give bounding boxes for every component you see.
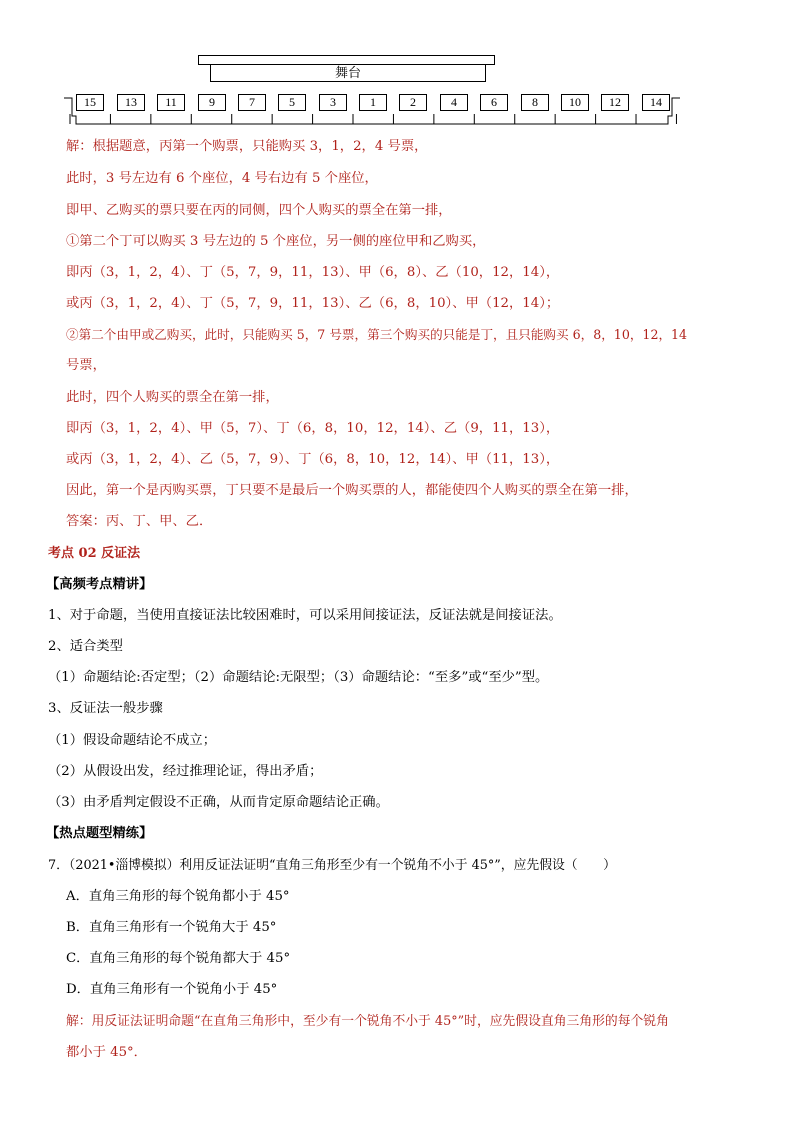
section-point: （3）由矛盾判定假设不正确，从而肯定原命题结论正确。 <box>48 795 389 810</box>
stage-label: 舞台 <box>210 64 486 82</box>
seat-2: 2 <box>399 94 427 111</box>
question-option-a: A．直角三角形的每个锐角都小于 45° <box>66 889 290 904</box>
seat-row <box>62 88 682 126</box>
solution1-line: 解：根据题意，丙第一个购票，只能购买 3，1，2，4 号票， <box>66 139 428 154</box>
solution1-line: 此时，3 号左边有 6 个座位，4 号右边有 5 个座位， <box>66 171 378 186</box>
section-heading-high-frequency: 【高频考点精讲】 <box>46 577 153 592</box>
question-option-b: B．直角三角形有一个锐角大于 45° <box>66 920 277 935</box>
seat-11: 11 <box>157 94 185 111</box>
solution1-line: ②第二个由甲或乙购买，此时，只能购买 5，7 号票，第三个购买的只能是丁，且只能购买 6，8，10，12，14 <box>66 327 688 342</box>
solution1-line: 即甲、乙购买的票只要在丙的同侧，四个人购买的票全在第一排， <box>66 203 452 218</box>
solution1-line: 即丙（3，1，2，4）、丁（5，7，9，11，13）、甲（6，8）、乙（10，12，14）， <box>66 265 560 280</box>
seat-1: 1 <box>359 94 387 111</box>
solution1-line: 或丙（3，1，2，4）、丁（5，7，9，11，13）、乙（6，8，10）、甲（12，14）； <box>66 296 560 311</box>
solution1-line: ①第二个丁可以购买 3 号左边的 5 个座位，另一侧的座位甲和乙购买， <box>66 234 486 249</box>
solution1-line: 此时，四个人购买的票全在第一排， <box>66 390 279 405</box>
section-title: 考点 02 反证法 <box>48 546 141 561</box>
section-point: （2）从假设出发，经过推理论证，得出矛盾； <box>48 764 323 779</box>
solution1-line: 号票， <box>66 358 106 373</box>
solution1-line: 即丙（3，1，2，4）、甲（5，7）、丁（6，8，10，12，14）、乙（9，11，13）， <box>66 421 560 436</box>
section-point: 3、反证法一般步骤 <box>48 701 163 716</box>
solution1-line: 或丙（3，1，2，4）、乙（5，7，9）、丁（6，8，10，12，14）、甲（11，13）， <box>66 452 560 467</box>
seat-12: 12 <box>601 94 629 111</box>
seat-6: 6 <box>480 94 508 111</box>
seat-15: 15 <box>76 94 104 111</box>
solution1-line: 因此，第一个是丙购买票，丁只要不是最后一个购买票的人，都能使四个人购买的票全在第一排， <box>66 483 638 498</box>
section-point: （1）命题结论:否定型；（2）命题结论:无限型；（3）命题结论：“至多”或“至少”型。 <box>48 670 549 685</box>
section-point: （1）假设命题结论不成立； <box>48 733 217 748</box>
seat-4: 4 <box>440 94 468 111</box>
section-point: 1、对于命题，当使用直接证法比较困难时，可以采用间接证法，反证法就是间接证法。 <box>48 608 562 623</box>
seat-10: 10 <box>561 94 589 111</box>
seat-8: 8 <box>521 94 549 111</box>
seat-3: 3 <box>319 94 347 111</box>
seat-5: 5 <box>278 94 306 111</box>
seat-14: 14 <box>642 94 670 111</box>
question-stem: 7．（2021•淄博模拟）利用反证法证明“直角三角形至少有一个锐角不小于 45°”，应先假设（ ） <box>48 858 616 873</box>
seat-7: 7 <box>238 94 266 111</box>
solution1-answer: 答案：丙、丁、甲、乙． <box>66 514 213 529</box>
question-option-c: C．直角三角形的每个锐角都大于 45° <box>66 951 291 966</box>
seat-13: 13 <box>117 94 145 111</box>
question-option-d: D．直角三角形有一个锐角小于 45° <box>66 982 278 997</box>
question-solution-line: 都小于 45°． <box>66 1045 147 1060</box>
seat-9: 9 <box>198 94 226 111</box>
section-heading-practice: 【热点题型精练】 <box>46 826 153 841</box>
section-point: 2、适合类型 <box>48 639 123 654</box>
question-solution-line: 解：用反证法证明命题“在直角三角形中，至少有一个锐角不小于 45°”时，应先假设直角三角形的每个锐角 <box>66 1014 669 1029</box>
